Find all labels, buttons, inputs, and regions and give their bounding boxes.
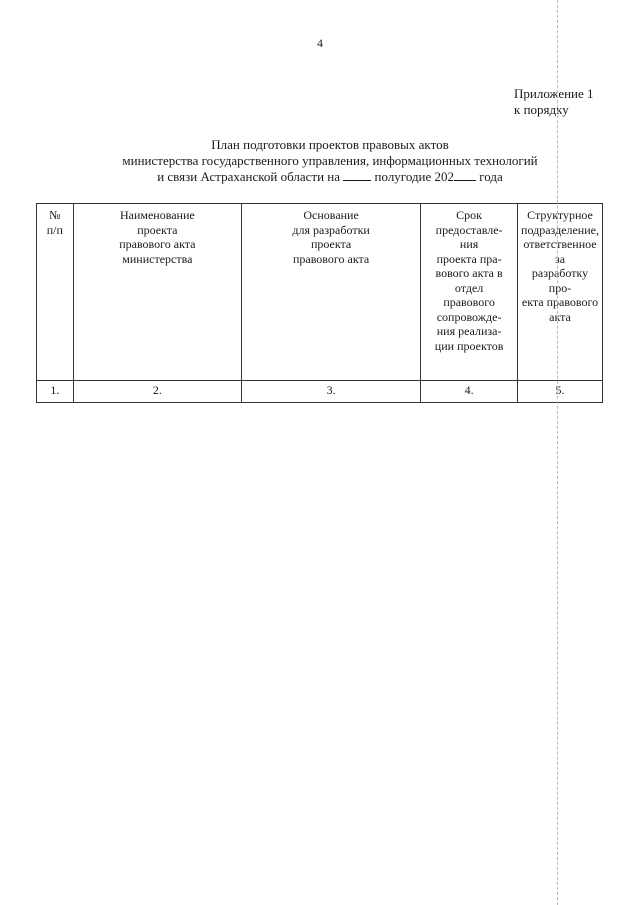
table-cell: 4.	[421, 381, 518, 403]
table-row	[37, 381, 603, 403]
header-deadline: Срок предоставле- ния проекта пра- вового акта в отдел правового сопровожде- ния реализа- ции проектов	[421, 204, 518, 381]
table-cell: 2.	[73, 381, 241, 403]
header-basis: Основание для разработки проекта правового акта	[242, 204, 421, 381]
plan-table	[36, 203, 603, 403]
table-cell: 5.	[518, 381, 603, 403]
plan-title	[70, 137, 590, 185]
table-cell: 3.	[242, 381, 421, 403]
table-header-row	[37, 204, 603, 381]
appendix-label	[514, 86, 594, 118]
header-responsible-unit: Структурное подразделение, ответственное за разработку про- екта правового акта	[518, 204, 603, 381]
year-blank	[454, 169, 476, 181]
plan-title-line-3-part-3: года	[479, 169, 503, 184]
header-act-name: Наименование проекта правового акта министерства	[73, 204, 241, 381]
half-year-blank	[343, 169, 371, 181]
plan-title-line-3	[70, 169, 590, 185]
plan-title-line-3-part-2: полугодие 202	[374, 169, 455, 184]
plan-title-line-3-part-1: и связи Астраханской области на	[157, 169, 341, 184]
plan-title-line-1: План подготовки проектов правовых актов	[211, 137, 449, 152]
scan-margin-line	[557, 0, 558, 905]
page-number: 4	[317, 36, 323, 50]
table-cell: 1.	[37, 381, 74, 403]
appendix-line-2: к порядку	[514, 102, 569, 117]
appendix-line-1: Приложение 1	[514, 86, 594, 101]
plan-title-line-2: министерства государственного управления, информационных технологий	[122, 153, 538, 168]
header-number: № п/п	[37, 204, 74, 381]
